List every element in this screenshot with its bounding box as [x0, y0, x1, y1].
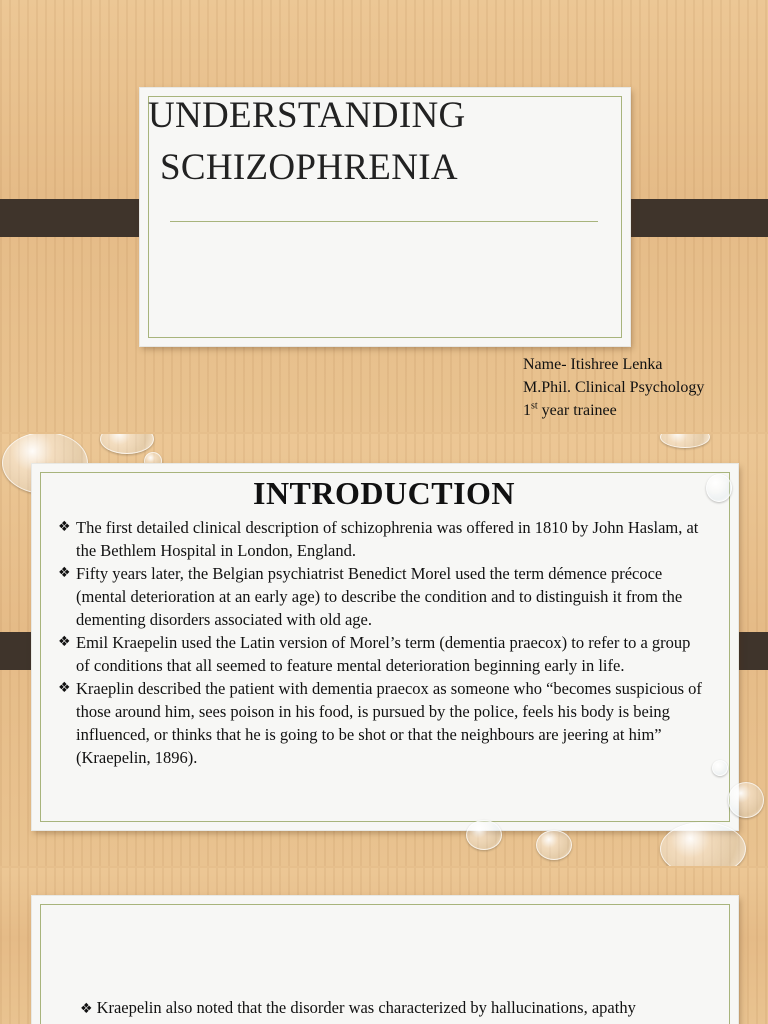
diamond-bullet-icon: ❖: [80, 1001, 93, 1017]
presenter-year: 1st year trainee: [523, 400, 617, 419]
introduction-slide: [0, 434, 768, 866]
title-divider: [170, 221, 598, 222]
bullet-list: [58, 516, 708, 769]
presenter-info: [523, 353, 704, 422]
right-band: [612, 199, 768, 237]
water-drop: [536, 830, 572, 860]
diamond-bullet-icon: ❖: [58, 680, 71, 696]
title-slide: [0, 0, 768, 432]
title-line-2: SCHIZOPHRENIA: [160, 147, 458, 188]
water-drop: [706, 474, 732, 502]
water-drop: [660, 434, 710, 448]
presenter-program: M.Phil. Clinical Psychology: [523, 379, 705, 396]
list-item: ❖ The first detailed clinical description of schizophrenia was offered in 1810 by John Haslam, at the Bethlem Hospital in London, England.: [58, 518, 699, 560]
presenter-name: Name- Itishree Lenka: [523, 356, 663, 373]
water-drop: [728, 782, 764, 818]
diamond-bullet-icon: ❖: [58, 634, 71, 650]
list-item: ❖ Emil Kraepelin used the Latin version of Morel’s term (dementia praecox) to refer to a group of conditions that all seemed to feature mental deterioration beginning early in life.: [58, 633, 691, 675]
title-line-1: UNDERSTANDING: [148, 95, 466, 136]
water-drop: [712, 760, 728, 776]
list-item: ❖ Fifty years later, the Belgian psychiatrist Benedict Morel used the term démence précoce (mental deterioration at an early age) to describe the condition and to distinguish it from the dementing disorders associated with old age.: [58, 564, 683, 629]
slide-title: [148, 90, 465, 194]
section-heading: INTRODUCTION: [252, 475, 516, 511]
water-drop: [466, 820, 502, 850]
list-item: ❖ Kraepelin also noted that the disorder was characterized by hallucinations, apathy: [80, 998, 636, 1017]
list-item: ❖ Kraeplin described the patient with dementia praecox as someone who “becomes suspicious of those around him, sees poison in his food, is pursued by the police, feels his body is being influenced, or thinks that he is going to be shot or that the neighbours are jeering at him” (Kraepelin, 1896).: [58, 679, 702, 767]
diamond-bullet-icon: ❖: [58, 519, 71, 535]
water-drop: [100, 434, 154, 454]
continuation-slide: [0, 868, 768, 1024]
left-band: [0, 199, 156, 237]
diamond-bullet-icon: ❖: [58, 565, 71, 581]
